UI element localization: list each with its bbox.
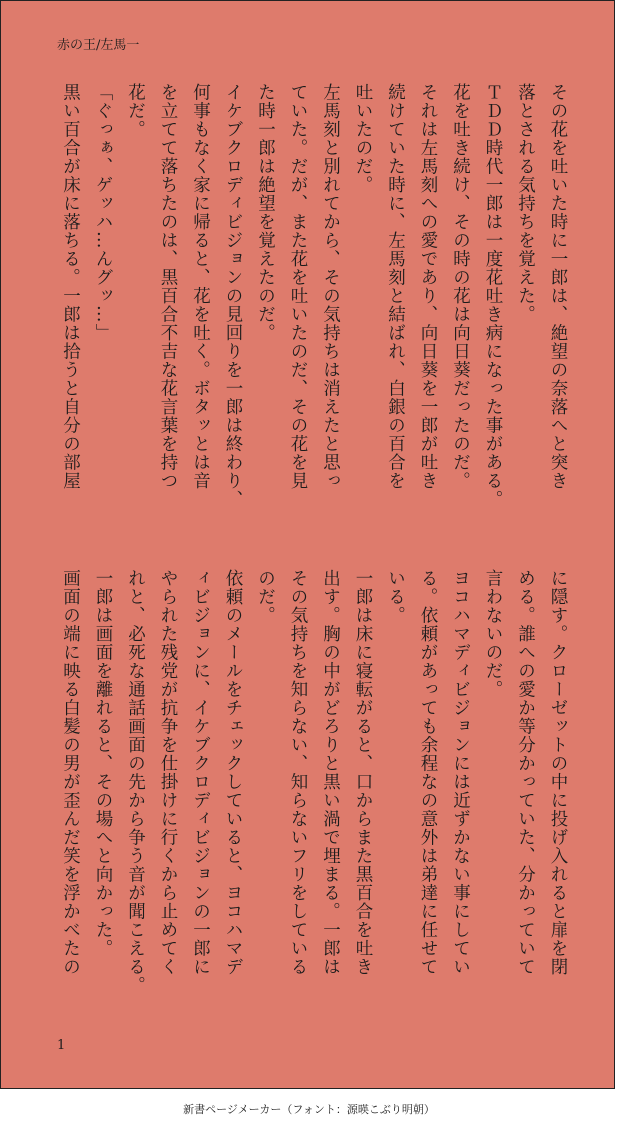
text-line: 依頼のメールをチェックしていると、ヨコハマデ [223,569,243,976]
page-number: 1 [57,1038,66,1053]
text-line: 一郎は床に寝転がると、口からまた黒百合を吐き [353,569,373,976]
text-line: ていた。だが、また花を吐いたのだ、その花を見 [288,83,308,490]
text-line: 「ぐっぁ、ゲッハ…んグッ…」 [93,83,113,342]
text-line: のだ。 [255,569,276,625]
text-block-top [44,83,574,518]
text-line: 左馬刻と別れてから、その気持ちは消えたと思っ [320,83,341,490]
text-line: やられた残党が抗争を仕掛けに行くから止めてく [158,569,178,976]
text-line: 花を吐き続け、その時の花は向日葵だったのだ。 [450,83,471,490]
text-line: た時一郎は絶望を覚えたのだ。 [255,83,276,342]
text-line: イケブクロディビジョンの見回りを一郎は終わり、 [223,83,243,509]
text-block-bottom [44,569,574,1001]
text-line: 黒い百合が床に落ちる。一郎は拾うと自分の部屋 [60,83,81,490]
running-header: 赤の王/左馬一 [57,38,140,53]
text-line: ヨコハマディビジョンには近ずかない事にしてい [450,569,471,976]
text-line: ィビジョンに、イケブクロディビジョンの一郎に [190,569,211,976]
text-line: を立てて落ちたのは、黒百合不吉な花言葉を持つ [158,83,178,490]
text-line: 画面の端に映る白髪の男が歪んだ笑を浮かべたの [60,569,81,976]
text-line: 花だ。 [125,83,146,139]
text-line: れと、必死な通話画面の先から争う音が聞こえる。 [125,569,146,995]
text-line: 落とされる気持ちを覚えた。 [515,83,536,324]
text-line: ＴＤＤ時代一郎は一度花吐き病になった事がある。 [483,83,503,509]
text-line: る。依頼があっても余程なの意外は弟達に任せて [418,569,438,976]
text-line: それは左馬刻への愛であり、向日葵を一郎が吐き [418,83,438,490]
text-line: に隠す。クローゼットの中に投げ入れると扉を閉 [548,569,568,976]
text-line: その花を吐いた時に一郎は、絶望の奈落へと突き [548,83,568,490]
text-line: 言わないのだ。 [483,569,503,699]
text-line: その気持ちを知らない、知らないフリをしている [288,569,308,976]
text-line: 何事もなく家に帰ると、花を吐く。ボタッとは音 [190,83,211,490]
text-line: 出す。胸の中がどろりと黒い渦で埋まる。一郎は [320,569,341,976]
footer-credit: 新書ページメーカー（フォント：源暎こぶり明朝） [183,1103,435,1116]
text-line: 続けていた時に、左馬刻と結ばれ、白銀の百合を [385,83,406,490]
text-line: 吐いたのだ。 [353,83,373,194]
text-line: 一郎は画面を離れると、その場へと向かった。 [93,569,113,958]
text-line: いる。 [385,569,406,625]
text-line: める。誰への愛か等分かっていた、分かっていて [515,569,536,976]
